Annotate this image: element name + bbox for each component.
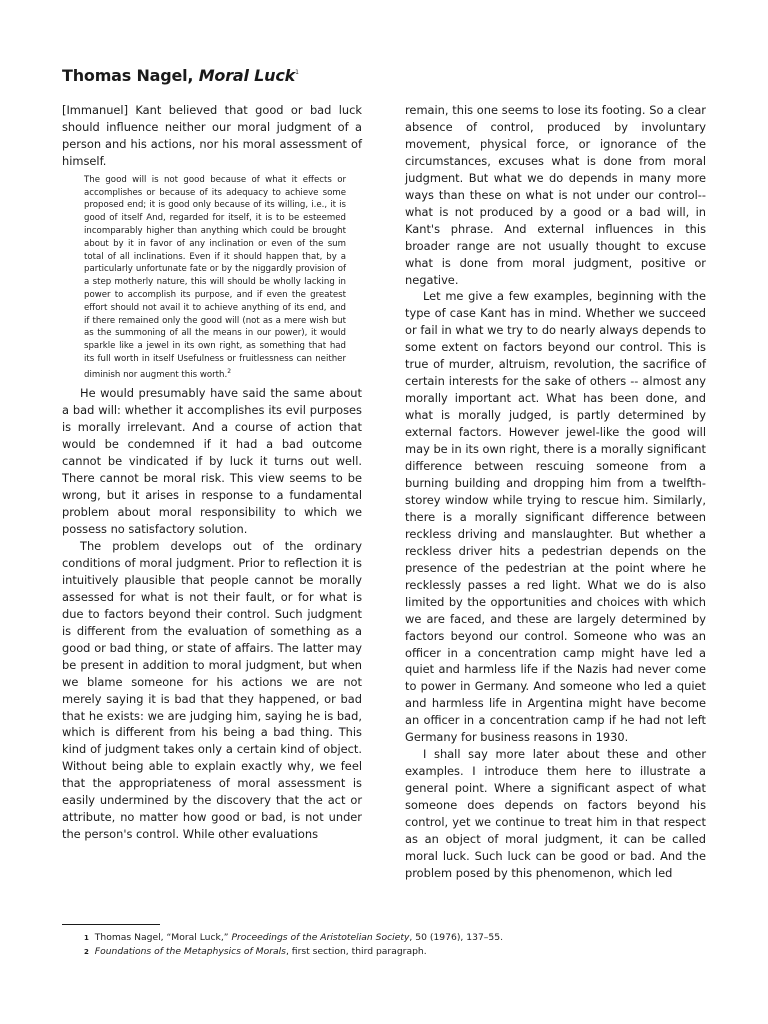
footnote-1 xyxy=(84,931,503,945)
left-column xyxy=(62,102,362,843)
paragraph: [Immanuel] Kant believed that good or bad luck should influence neither our moral judgment of a person and his actions, nor his moral assessment of himself. xyxy=(62,103,362,168)
footnote-number: 2 xyxy=(84,948,89,956)
footnote-text: , 50 (1976), 137–55. xyxy=(409,932,503,943)
block-quote xyxy=(84,174,346,382)
footnote-text: Thomas Nagel, “Moral Luck,” xyxy=(94,932,229,943)
footnote-title: Proceedings of the Aristotelian Society xyxy=(231,932,410,943)
footnotes xyxy=(84,931,503,959)
paragraph: Let me give a few examples, beginning with the type of case Kant has in mind. Whether we succeed or fail in what we try to do nearly always depends to some extent on factors beyond our control. This is true of murder, altruism, revolution, the sacrifice of certain interests for the sake of others -- almost any morally important act. What has been done, and what is morally judged, is partly determined by external factors. However jewel-like the good will may be in its own right, there is a morally significant difference between rescuing someone from a burning building and dropping him from a twelfth-storey window while trying to rescue him. Similarly, there is a morally significant difference between reckless driving and manslaughter. But whether a reckless driver hits a pedestrian depends on the presence of the pedestrian at the point where he recklessly passes a red light. What we do is also limited by the opportunities and choices with which we are faced, and these are largely determined by factors beyond our control. Someone who was an officer in a concentration camp might have led a quiet and harmless life if the Nazis had never come to power in Germany. And someone who led a quiet and harmless life in Argentina might have become an officer in a concentration camp if he had not left Germany for business reasons in 1930. xyxy=(405,289,706,745)
paragraph: He would presumably have said the same about a bad will: whether it accomplishes its evil purposes is morally irrelevant. And a course of action that would be condemned if it had a bad outcome cannot be vindicated if by luck it turns out well. There cannot be moral risk. This view seems to be wrong, but it arises in response to a fundamental problem about moral responsibility to which we possess no satisfactory solution. xyxy=(62,386,362,537)
footnote-2 xyxy=(84,945,503,959)
block-quote-text: The good will is not good because of what it effects or accomplishes or because of its adequacy to achieve some proposed end; it is good only because of its willing, i.e., it is good of itself And, regarded for itself, it is to be esteemed incomparably higher than anything which could be brought about by it in favor of any inclination or even of the sum total of all inclinations. Even if it should happen that, by a particularly unfortunate fate or by the niggardly provision of a step motherly nature, this will should be wholly lacking in power to accomplish its purpose, and if even the greatest effort should not avail it to achieve anything of its end, and if there remained only the good will (not as a mere wish but as the summoning of all the means in our power), it would sparkle like a jewel in its own right, as something that had its full worth in itself Usefulness or fruitlessness can neither diminish nor augment this worth. xyxy=(84,174,346,380)
footnote-divider xyxy=(62,924,160,925)
title-work: Moral Luck xyxy=(198,66,296,85)
paragraph: The problem develops out of the ordinary conditions of moral judgment. Prior to reflection it is intuitively plausible that people cannot be morally assessed for what is not their fault, or for what is due to factors beyond their control. Such judgment is different from the evaluation of something as a good or bad thing, or state of affairs. The latter may be present in addition to moral judgment, but when we blame someone for his actions we are not merely saying it is bad that they happened, or bad that he exists: we are judging him, saying he is bad, which is different from his being a bad thing. This kind of judgment takes only a certain kind of object. Without being able to explain exactly why, we feel that the appropriateness of moral assessment is easily undermined by the discovery that the act or attribute, no matter how good or bad, is not under the person's control. While other evaluations xyxy=(62,539,362,842)
footnote-number: 1 xyxy=(84,934,89,942)
footnote-text: , first section, third paragraph. xyxy=(285,946,427,957)
footnote-title: Foundations of the Metaphysics of Morals xyxy=(94,946,286,957)
page-title xyxy=(62,66,299,85)
right-column xyxy=(405,102,706,882)
quote-footnote-mark: 2 xyxy=(227,367,232,375)
title-author: Thomas Nagel, xyxy=(62,66,194,85)
paragraph: I shall say more later about these and other examples. I introduce them here to illustrate a general point. Where a significant aspect of what someone does depends on factors beyond his control, yet we continue to treat him in that respect as an object of moral judgment, it can be called moral luck. Such luck can be good or bad. And the problem posed by this phenomenon, which led xyxy=(405,747,706,880)
paragraph: remain, this one seems to lose its footing. So a clear absence of control, produced by involuntary movement, physical force, or ignorance of the circumstances, excuses what is done from moral judgment. But what we do depends in many more ways than these on what is not under our control--what is not produced by a good or a bad will, in Kant's phrase. And external influences in this broader range are not usually thought to excuse what is done from moral judgment, positive or negative. xyxy=(405,103,706,287)
title-footnote-mark: 1 xyxy=(295,69,299,76)
